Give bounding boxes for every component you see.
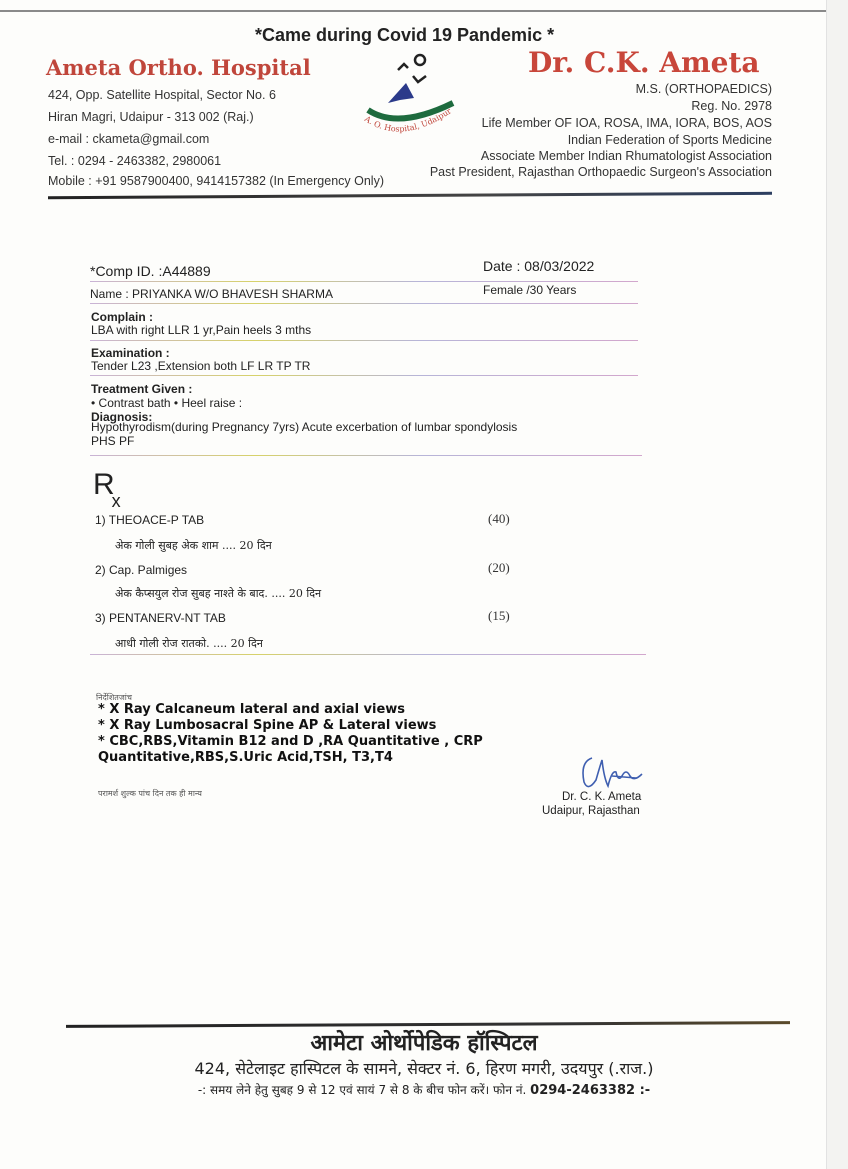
- doctor-credential: M.S. (ORTHOPAEDICS): [635, 82, 772, 96]
- scan-edge: [826, 0, 848, 1169]
- hospital-tel: Tel. : 0294 - 2463382, 2980061: [48, 154, 222, 168]
- treatment-label: Treatment Given :: [91, 382, 193, 396]
- logo-text: A. O. Hospital, Udaipur: [362, 106, 453, 134]
- medicine-qty: (15): [488, 608, 510, 623]
- footer-phone: 0294-2463382 :-: [530, 1083, 651, 1098]
- divider: [90, 375, 638, 376]
- medicine-name: 1) THEOACE-P TAB: [95, 513, 205, 527]
- treatment-text: • Contrast bath • Heel raise :: [91, 396, 243, 410]
- investigation-item: Quantitative,RBS,S.Uric Acid,TSH, T3,T4: [98, 750, 393, 765]
- rx-symbol: [93, 468, 124, 511]
- medicine-name: 2) Cap. Palmiges: [95, 563, 188, 577]
- investigation-item: * X Ray Calcaneum lateral and axial views: [98, 702, 406, 717]
- hospital-email: e-mail : ckameta@gmail.com: [48, 132, 210, 146]
- signature-name: Dr. C. K. Ameta: [562, 791, 642, 803]
- hospital-mobile: Mobile : +91 9587900400, 9414157382 (In Emergency Only): [48, 174, 384, 188]
- header-divider: [48, 192, 772, 199]
- doctor-credential: Past President, Rajasthan Orthopaedic Surgeon's Association: [429, 165, 772, 179]
- divider: [90, 455, 642, 456]
- medicine-name: 3) PENTANERV-NT TAB: [95, 611, 226, 625]
- diagnosis-label: Diagnosis:: [91, 410, 153, 424]
- footer-hospital-name: आमेटा ओर्थोपेडिक हॉस्पिटल: [310, 1031, 538, 1056]
- divider: [90, 303, 638, 304]
- covid-banner: *Came during Covid 19 Pandemic *: [255, 25, 555, 45]
- comp-id: *Comp ID. :A44889: [90, 263, 211, 279]
- medicine-qty: (40): [488, 511, 510, 526]
- patient-gender-age: Female /30 Years: [483, 283, 577, 297]
- complain-label: Complain :: [91, 310, 153, 324]
- investigations-header: निर्देशितजांच: [96, 693, 132, 702]
- doctor-credential: Life Member OF IOA, ROSA, IMA, IORA, BOS, AOS: [481, 116, 772, 130]
- diagnosis-line1: Hypothyrodism(during Pregnancy 7yrs) Acute excerbation of lumbar spondylosis: [91, 420, 518, 434]
- patient-name: Name : PRIYANKA W/O BHAVESH SHARMA: [90, 287, 333, 301]
- investigation-item: * CBC,RBS,Vitamin B12 and D ,RA Quantitative , CRP: [98, 734, 483, 749]
- doctor-credential: Associate Member Indian Rhumatologist Association: [480, 149, 772, 163]
- divider: [90, 281, 638, 282]
- doctor-name: Dr. C.K. Ameta: [528, 46, 760, 79]
- signature-place: Udaipur, Rajasthan: [542, 805, 640, 817]
- visit-date: Date : 08/03/2022: [483, 258, 595, 274]
- rx-r: R: [93, 468, 115, 501]
- hospital-logo: [358, 48, 468, 148]
- rx-x: x: [111, 491, 121, 511]
- examination-text: Tender L23 ,Extension both LF LR TP TR: [91, 359, 311, 373]
- medicine-qty: (20): [488, 560, 510, 575]
- hospital-address-line2: Hiran Magri, Udaipur - 313 002 (Raj.): [48, 110, 254, 124]
- hospital-name: Ameta Ortho. Hospital: [46, 55, 311, 80]
- footer-timing-text: -: समय लेने हेतु सुबह 9 से 12 एवं सायं 7 से 8 के बीच फोन करें। फोन नं.: [197, 1083, 527, 1097]
- divider: [90, 340, 638, 341]
- diagnosis-line2: PHS PF: [91, 434, 135, 448]
- medicine-instructions: आधी गोली रोज रातको. .... 20 दिन: [115, 637, 263, 650]
- doctor-credential: Reg. No. 2978: [691, 99, 772, 113]
- logo-graphic: [358, 48, 468, 148]
- footer-timing: [0, 1081, 848, 1098]
- divider: [90, 654, 646, 655]
- medicine-instructions: अेक कैप्सयुल रोज सुबह नाश्ते के बाद. .... 20 दिन: [115, 587, 322, 600]
- page-top-edge: [0, 10, 830, 12]
- footer-address: 424, सेटेलाइट हास्पिटल के सामने, सेक्टर नं. 6, हिरण मगरी, उदयपुर (.राज.): [194, 1059, 654, 1078]
- doctor-credential: Indian Federation of Sports Medicine: [567, 133, 772, 147]
- medicine-instructions: अेक गोली सुबह अेक शाम .... 20 दिन: [115, 539, 272, 552]
- examination-label: Examination :: [91, 346, 170, 360]
- signature-scribble: [578, 752, 648, 796]
- investigation-item: * X Ray Lumbosacral Spine AP & Lateral views: [98, 718, 437, 733]
- fee-note: परामर्श शुल्क पांच दिन तक ही मान्य: [98, 789, 202, 798]
- hospital-address-line1: 424, Opp. Satellite Hospital, Sector No. 6: [48, 88, 276, 102]
- complain-text: LBA with right LLR 1 yr,Pain heels 3 mths: [91, 323, 312, 337]
